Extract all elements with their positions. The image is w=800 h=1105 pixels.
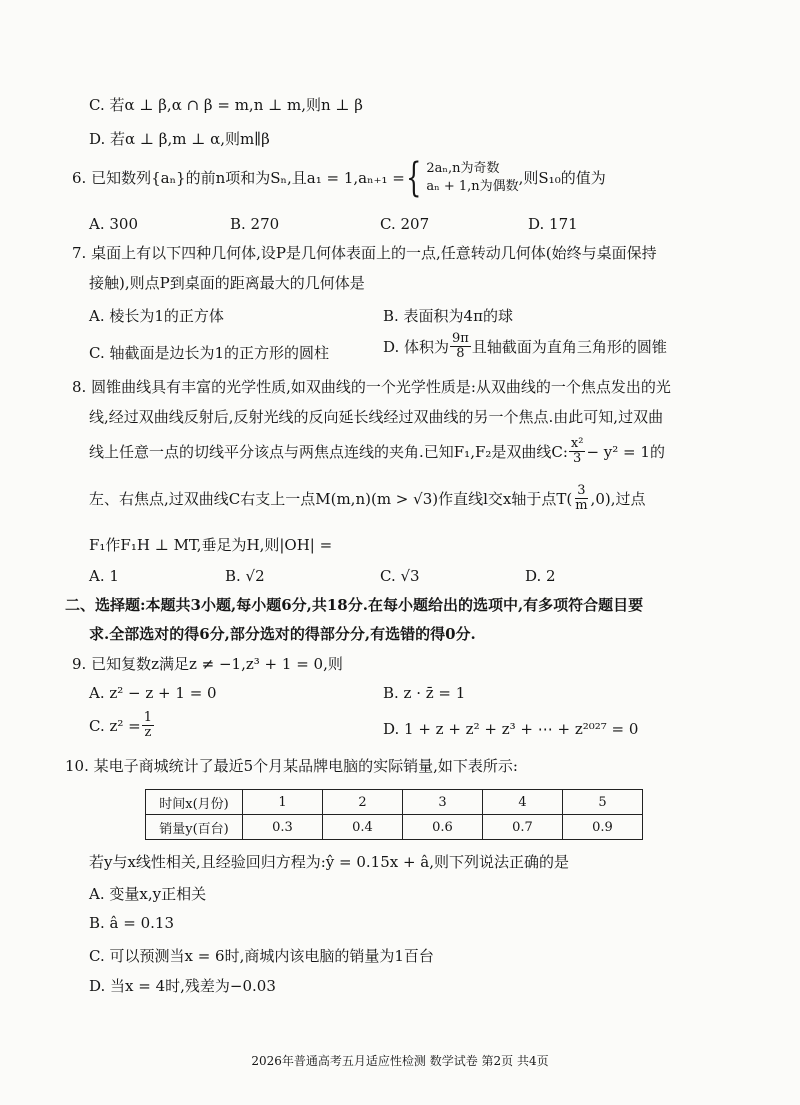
q8-option-c: C. √3 xyxy=(380,567,420,585)
q8-line5: F₁作F₁H ⊥ MT,垂足为H,则|OH| = xyxy=(89,536,333,554)
table-cell: 3 xyxy=(403,790,483,815)
q8-line4 xyxy=(89,484,645,514)
q8-fraction-den: 3 xyxy=(573,451,582,467)
q6-stem-after: ,则S₁₀的值为 xyxy=(518,169,606,187)
q9-stem: 9. 已知复数z满足z ≠ −1,z³ + 1 = 0,则 xyxy=(72,655,343,673)
q6-case-odd: 2aₙ,n为奇数 xyxy=(426,161,500,177)
table-cell: 0.3 xyxy=(243,815,323,840)
q5-option-c: C. 若α ⊥ β,α ∩ β = m,n ⊥ m,则n ⊥ β xyxy=(89,96,363,114)
table-cell: 1 xyxy=(243,790,323,815)
q10-regression-line: 若y与x线性相关,且经验回归方程为:ŷ = 0.15x + â,则下列说法正确的是 xyxy=(89,853,570,871)
q9-option-c-pre: C. z² = xyxy=(89,716,141,735)
table-cell: 0.6 xyxy=(403,815,483,840)
q8-line2: 线,经过双曲线反射后,反射光线的反向延长线经过双曲线的另一个焦点.由此可知,过双曲 xyxy=(89,408,664,426)
q9-fraction-den: z xyxy=(144,725,152,741)
q8-option-d: D. 2 xyxy=(525,567,556,585)
q7-option-d-post: 且轴截面为直角三角形的圆锥 xyxy=(471,338,667,357)
q6-option-c: C. 207 xyxy=(380,215,430,233)
q6-option-d: D. 171 xyxy=(528,215,578,233)
q10-stem: 10. 某电子商城统计了最近5个月某品牌电脑的实际销量,如下表所示: xyxy=(65,757,518,775)
table-cell: 5 xyxy=(563,790,643,815)
q8-line3 xyxy=(89,437,665,467)
q7-option-c: C. 轴截面是边长为1的正方形的圆柱 xyxy=(89,344,330,362)
table-cell: 0.7 xyxy=(483,815,563,840)
table-row xyxy=(146,790,643,815)
page-footer: 2026年普通高考五月适应性检测 数学试卷 第2页 共4页 xyxy=(251,1054,549,1068)
q10-option-a: A. 变量x,y正相关 xyxy=(89,885,207,903)
section2-line1: 二、选择题:本题共3小题,每小题6分,共18分.在每小题给出的选项中,有多项符合题目要 xyxy=(65,596,644,614)
table-row xyxy=(146,815,643,840)
q10-option-d: D. 当x = 4时,残差为−0.03 xyxy=(89,977,276,995)
q6-option-b: B. 270 xyxy=(230,215,280,233)
q8-fraction-num: x² xyxy=(570,436,584,451)
q7-option-d xyxy=(383,332,667,362)
q7-stem-line1: 7. 桌面上有以下四种几何体,设P是几何体表面上的一点,任意转动几何体(始终与桌面保持 xyxy=(72,244,657,262)
table-cell: 0.4 xyxy=(323,815,403,840)
q6-stem-before: 6. 已知数列{aₙ}的前n项和为Sₙ,且a₁ = 1,aₙ₊₁ = xyxy=(72,169,405,187)
q8-fraction-x2-3 xyxy=(569,437,586,467)
sales-table xyxy=(145,789,643,840)
table-cell: 4 xyxy=(483,790,563,815)
q5-option-d: D. 若α ⊥ β,m ⊥ α,则m∥β xyxy=(89,130,270,148)
q7-option-a: A. 棱长为1的正方体 xyxy=(89,307,224,325)
table-row-head: 时间x(月份) xyxy=(146,790,243,815)
q9-option-d: D. 1 + z + z² + z³ + ⋯ + z²⁰²⁷ = 0 xyxy=(383,720,639,738)
q8-fraction-3-m-den: m xyxy=(575,498,588,514)
q9-option-c xyxy=(89,711,155,741)
q6-piecewise xyxy=(405,155,519,201)
q8-option-a: A. 1 xyxy=(89,567,119,585)
q10-option-c: C. 可以预测当x = 6时,商城内该电脑的销量为1百台 xyxy=(89,947,434,965)
q6-stem xyxy=(72,155,606,201)
q8-line3-pre: 线上任意一点的切线平分该点与两焦点连线的夹角.已知F₁,F₂是双曲线C: xyxy=(89,442,568,461)
brace-symbol: { xyxy=(405,155,422,201)
q9-option-a: A. z² − z + 1 = 0 xyxy=(89,684,217,702)
q8-line4-post: ,0),过点 xyxy=(590,489,646,508)
q6-option-a: A. 300 xyxy=(89,215,138,233)
q9-fraction xyxy=(142,711,154,741)
q9-option-b: B. z · z̄ = 1 xyxy=(383,684,466,702)
q8-line3-post: − y² = 1的 xyxy=(586,442,665,461)
q8-fraction-3-m-num: 3 xyxy=(577,483,586,498)
q6-case-even: aₙ + 1,n为偶数 xyxy=(426,179,519,194)
q8-line1: 8. 圆锥曲线具有丰富的光学性质,如双曲线的一个光学性质是:从双曲线的一个焦点发出的光 xyxy=(72,378,671,396)
q7-stem-line2: 接触),则点P到桌面的距离最大的几何体是 xyxy=(89,274,365,292)
q7-option-d-pre: D. 体积为 xyxy=(383,338,450,357)
q7-fraction xyxy=(450,332,471,362)
q8-line4-pre: 左、右焦点,过双曲线C右支上一点M(m,n)(m > √3)作直线l交x轴于点T( xyxy=(89,489,573,508)
q8-fraction-3-m xyxy=(573,484,589,514)
table-cell: 2 xyxy=(323,790,403,815)
q8-option-b: B. √2 xyxy=(225,567,265,585)
q10-option-b: B. â = 0.13 xyxy=(89,914,175,932)
q7-fraction-num: 9π xyxy=(452,331,469,346)
q7-fraction-den: 8 xyxy=(456,346,465,362)
q7-option-b: B. 表面积为4π的球 xyxy=(383,307,513,325)
q9-fraction-num: 1 xyxy=(143,710,153,725)
table-row-head: 销量y(百台) xyxy=(146,815,243,840)
table-cell: 0.9 xyxy=(563,815,643,840)
section2-line2: 求.全部选对的得6分,部分选对的得部分分,有选错的得0分. xyxy=(89,625,476,643)
